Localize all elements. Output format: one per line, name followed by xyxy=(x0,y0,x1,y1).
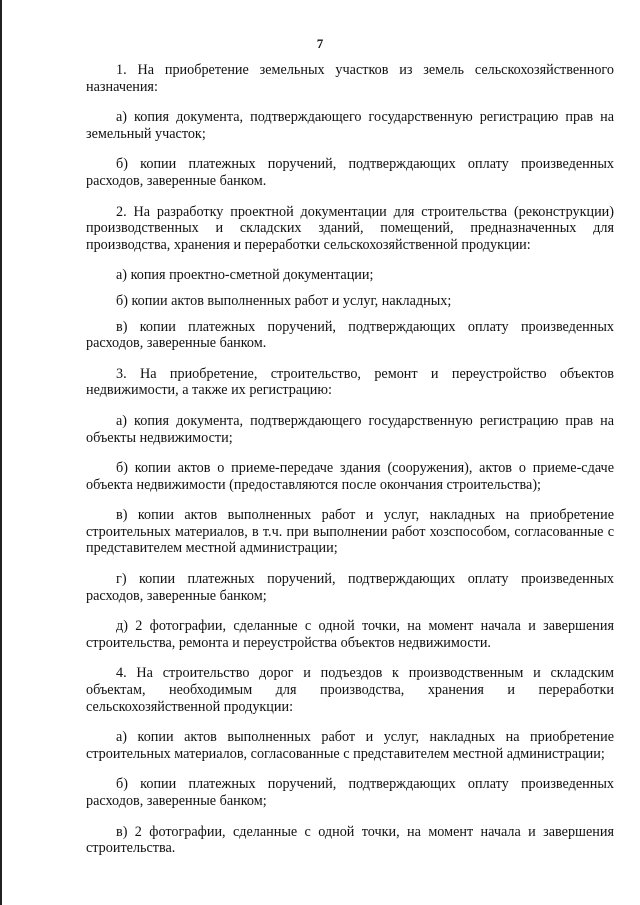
item-4-a: а) копии актов выполненных работ и услуг, накладных на приобретение строительных материалов, согласованные с представителем местной администрации; xyxy=(86,729,614,762)
item-2-b: б) копии актов выполненных работ и услуг, накладных; xyxy=(116,292,452,309)
item-4-c: в) 2 фотографии, сделанные с одной точки, на момент начала и завершения строительства. xyxy=(86,823,614,857)
item-2-c: в) копии платежных поручений, подтверждающих оплату произведенных расходов, заверенные банком. xyxy=(86,318,614,352)
item-4-b: б) копии платежных поручений, подтверждающих оплату произведенных расходов, заверенные банком; xyxy=(86,776,614,809)
item-2-a: а) копия проектно-сметной документации; xyxy=(116,267,374,284)
item-3-e: д) 2 фотографии, сделанные с одной точки, на момент начала и завершения строительства, ремонта и переустройства объектов недвижимости. xyxy=(86,618,614,651)
item-3-c: в) копии актов выполненных работ и услуг, накладных на приобретение строительных материалов, в т.ч. при выполнении работ хозспособом, согласованные с представителем местной администрации; xyxy=(86,507,614,557)
item-4-heading: 4. На строительство дорог и подъездов к производственным и складским объектам, необходимым для производства, хранения и переработки сельскохозяйственной продукции: xyxy=(86,665,614,715)
item-1-a: а) копия документа, подтверждающего государственную регистрацию прав на земельный участок; xyxy=(86,109,614,142)
item-3-heading: 3. На приобретение, строительство, ремонт и переустройство объектов недвижимости, а также их регистрацию: xyxy=(86,365,614,399)
item-3-a: а) копия документа, подтверждающего государственную регистрацию прав на объекты недвижимости; xyxy=(86,412,614,446)
page-edge xyxy=(0,0,2,905)
page-number: 7 xyxy=(316,36,324,51)
item-1-b: б) копии платежных поручений, подтверждающих оплату произведенных расходов, заверенные банком. xyxy=(86,156,614,189)
item-1-heading: 1. На приобретение земельных участков из земель сельскохозяйственного назначения: xyxy=(86,62,614,95)
document-body xyxy=(86,62,614,871)
item-3-d: г) копии платежных поручений, подтверждающих оплату произведенных расходов, заверенные банком; xyxy=(86,571,614,604)
item-2-heading: 2. На разработку проектной документации для строительства (реконструкции) производственных и складских зданий, помещений, предназначенных для производства, хранения и переработки сельскохозяйственной продукции: xyxy=(86,203,614,253)
item-3-b: б) копии актов о приеме-передаче здания (сооружения), актов о приеме-сдаче объекта недвижимости (предоставляются после окончания строительства); xyxy=(86,460,614,493)
